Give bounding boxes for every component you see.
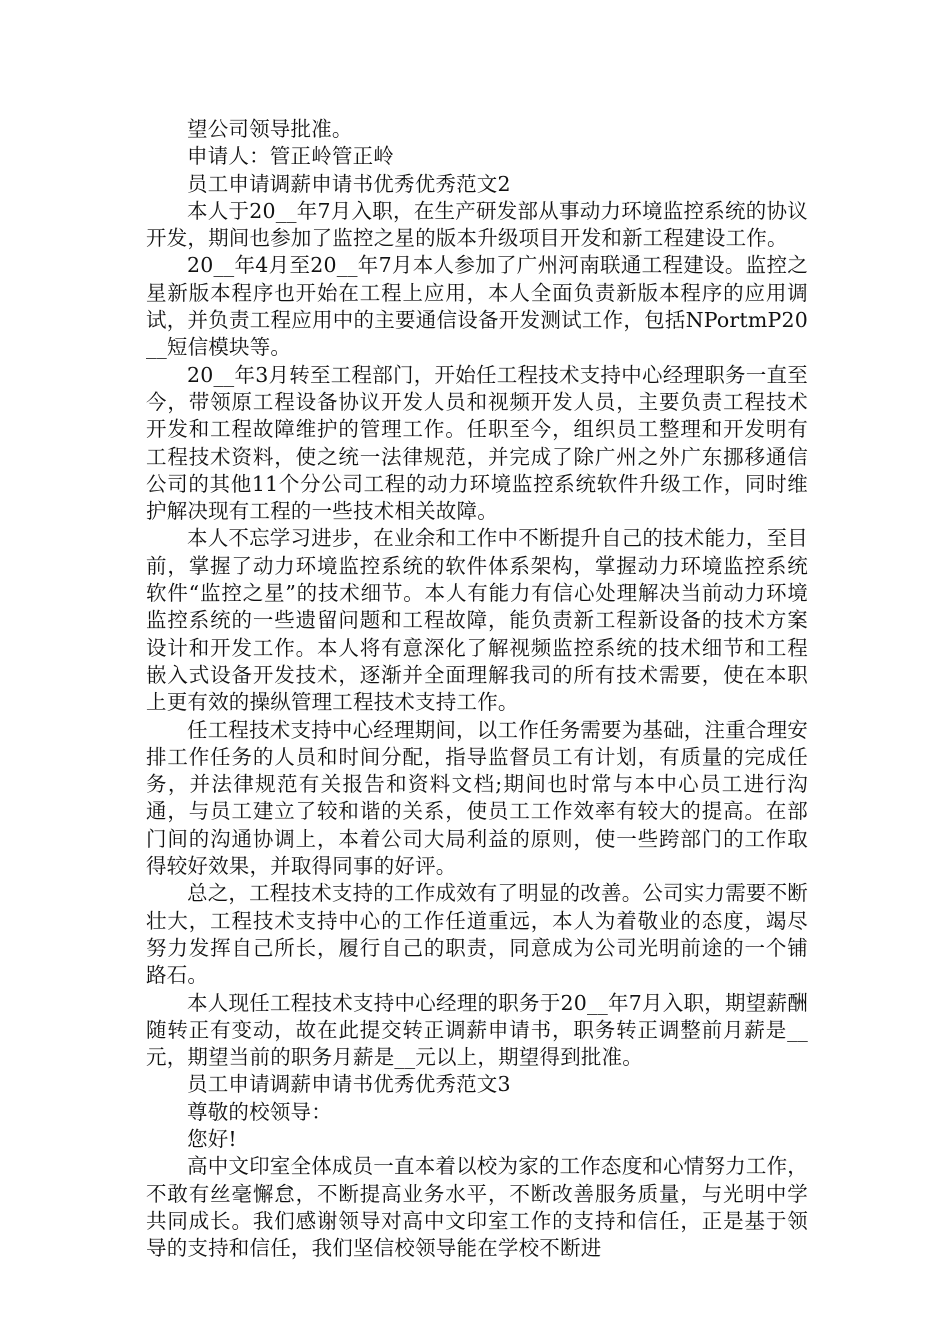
document-body: [146, 116, 808, 1262]
paragraph-closing-request: 望公司领导批准。: [187, 117, 353, 141]
paragraph-salary-request: 本人现任工程技术支持中心经理的职务于20__年7月入职，期望薪酬随转正有变动，故在此提交转正调薪申请书，职务转正调整前月薪是__元，期望当前的职务月薪是__元以上，期望得到批准。: [146, 990, 808, 1070]
paragraph-entry-history: 本人于20__年7月入职，在生产研发部从事动力环境监控系统的协议开发，期间也参加了监控之星的版本升级项目开发和新工程建设工作。: [146, 198, 808, 251]
paragraph-learning: 本人不忘学习进步，在业余和工作中不断提升自己的技术能力，至目前，掌握了动力环境监控系统的软件体系架构，掌握动力环境监控系统软件“监控之星”的技术细节。本人有能力有信心处理解决当前动力环境监控系统的一些遗留问题和工程故障，能负责新工程新设备的技术方案设计和开发工作。本人将有意深化了解视频监控系统的技术细节和工程嵌入式设备开发技术，逐渐并全面理解我司的所有技术需要，使在本职上更有效的操纵管理工程技术支持工作。: [146, 526, 808, 715]
paragraph-print-office: 高中文印室全体成员一直本着以校为家的工作态度和心情努力工作，不敢有丝毫懈怠，不断提高业务水平，不断改善服务质量，与光明中学共同成长。我们感谢领导对高中文印室工作的支持和信任，正是基于领导的支持和信任，我们坚信校领导能在学校不断进: [146, 1154, 808, 1261]
paragraph-salutation: 尊敬的校领导：: [187, 1099, 332, 1124]
paragraph-greeting: 您好!: [187, 1126, 237, 1151]
paragraph-summary: 总之，工程技术支持的工作成效有了明显的改善。公司实力需要不断壮大，工程技术支持中心的工作任道重远，本人为着敬业的态度，竭尽努力发挥自己所长，履行自己的职责，同意成为公司光明前途的一个铺路石。: [146, 881, 808, 988]
paragraph-manager-role: 20__年3月转至工程部门，开始任工程技术支持中心经理职务一直至今，带领原工程设备协议开发人员和视频开发人员，主要负责工程技术开发和工程故障维护的管理工作。任职至今，组织员工整理和开发明有工程技术资料，使之统一法律规范，并完成了除广州之外广东挪移通信公司的其他11个分公司工程的动力环境监控系统软件升级工作，同时维护解决现有工程的一些技术相关故障。: [146, 362, 808, 524]
section-title-sample-2: 员工申请调薪申请书优秀优秀范文2: [187, 171, 511, 196]
section-title-sample-3: 员工申请调薪申请书优秀优秀范文3: [187, 1072, 511, 1097]
paragraph-applicant: 申请人：管正岭管正岭: [187, 144, 394, 169]
paragraph-project-work: 20__年4月至20__年7月本人参加了广州河南联通工程建设。监控之星新版本程序也开始在工程上应用，本人全面负责新版本程序的应用调试，并负责工程应用中的主要通信设备开发测试工作，包括NPortmP20__短信模块等。: [146, 253, 808, 360]
paragraph-management: 任工程技术支持中心经理期间，以工作任务需要为基础，注重合理安排工作任务的人员和时间分配，指导监督员工有计划，有质量的完成任务，并法律规范有关报告和资料文档;期间也时常与本中心员工进行沟通，与员工建立了较和谐的关系，使员工工作效率有较大的提高。在部门间的沟通协调上，本着公司大局利益的原则，使一些跨部门的工作取得较好效果，并取得同事的好评。: [146, 717, 808, 879]
